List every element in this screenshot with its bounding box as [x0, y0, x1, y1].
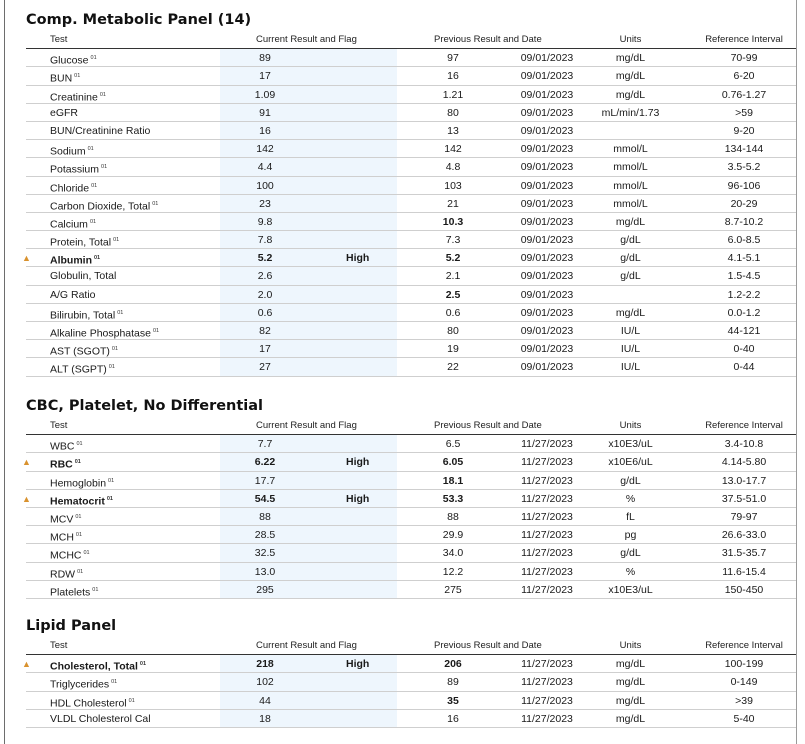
units: g/dL	[620, 234, 641, 247]
panel-2	[22, 615, 796, 728]
reference-interval: 96-106	[727, 179, 761, 192]
header-previous: Previous Result and Date	[434, 420, 542, 431]
reference-interval: 0-149	[730, 676, 758, 689]
previous-date: 11/27/2023	[521, 565, 573, 578]
current-result: 23	[259, 197, 271, 210]
lab-code-footnote: 01	[74, 459, 81, 466]
result-flag: High	[346, 658, 370, 671]
units: g/dL	[620, 252, 641, 265]
lab-code-footnote: 01	[90, 55, 97, 62]
previous-result: 80	[447, 106, 459, 119]
previous-date: 11/27/2023	[521, 456, 573, 469]
previous-result: 35	[447, 694, 459, 707]
test-name-text: Bilirubin, Total	[50, 309, 116, 322]
current-result: 13.0	[254, 565, 276, 578]
lab-code-footnote: 01	[87, 146, 94, 153]
table-header	[26, 31, 796, 49]
previous-date: 09/01/2023	[520, 343, 574, 356]
reference-interval: 0-44	[733, 361, 755, 374]
reference-interval: 9-20	[733, 124, 755, 137]
left-border	[4, 0, 5, 744]
header-current: Current Result and Flag	[256, 640, 357, 651]
units: pg	[624, 529, 637, 542]
units: mg/dL	[615, 52, 646, 65]
lab-code-footnote: 01	[75, 532, 83, 539]
table-row	[26, 177, 796, 195]
warning-triangle-icon: ▲	[22, 659, 31, 670]
units: mg/dL	[615, 88, 646, 101]
previous-result: 19	[447, 343, 459, 356]
header-units: Units	[619, 420, 642, 431]
reference-interval: 134-144	[724, 143, 764, 156]
test-name-text: Potassium	[50, 163, 100, 176]
reference-interval: 150-450	[724, 583, 764, 596]
test-name-text: Globulin, Total	[50, 270, 117, 283]
table-row	[26, 140, 796, 158]
units: x10E3/uL	[608, 583, 653, 596]
test-name-text: HDL Cholesterol	[50, 697, 127, 710]
units: g/dL	[620, 474, 641, 487]
previous-result: 21	[447, 197, 459, 210]
previous-date: 11/27/2023	[521, 510, 573, 523]
table-row	[26, 304, 796, 322]
reference-interval: 6-20	[733, 70, 755, 83]
previous-date: 09/01/2023	[520, 215, 574, 228]
test-name-text: A/G Ratio	[50, 288, 96, 301]
test-name-text: Albumin	[50, 254, 92, 267]
previous-date: 11/27/2023	[521, 547, 573, 560]
current-result: 5.2	[257, 252, 273, 265]
previous-date: 11/27/2023	[521, 529, 573, 542]
reference-interval: 31.5-35.7	[721, 547, 767, 560]
current-result: 7.8	[257, 234, 273, 247]
lab-code-footnote: 01	[75, 513, 82, 520]
lab-code-footnote: 01	[89, 218, 97, 225]
table-row	[22, 655, 796, 673]
test-name-text: ALT (SGPT)	[50, 363, 107, 376]
previous-result: 1.21	[442, 88, 464, 101]
test-name	[50, 710, 151, 728]
header-reference: Reference Interval	[705, 420, 783, 431]
previous-date: 09/01/2023	[520, 161, 574, 174]
previous-result: 16	[447, 70, 459, 83]
current-result: 89	[259, 52, 271, 65]
test-name	[50, 267, 116, 285]
current-result: 16	[259, 124, 271, 137]
previous-date: 09/01/2023	[520, 325, 574, 337]
test-name-text: Glucose	[50, 54, 89, 67]
table-row	[26, 508, 796, 526]
lab-code-footnote: 01	[94, 255, 101, 262]
previous-date: 11/27/2023	[521, 492, 573, 505]
test-name-text: BUN	[50, 72, 73, 85]
table-row	[26, 563, 796, 581]
lab-code-footnote: 01	[91, 182, 98, 189]
test-name	[50, 286, 96, 304]
units: mg/dL	[615, 676, 646, 689]
lab-code-footnote: 01	[153, 328, 160, 334]
lab-code-footnote: 01	[92, 586, 99, 593]
previous-result: 103	[444, 179, 462, 192]
header-test: Test	[50, 640, 68, 651]
previous-result: 80	[447, 325, 459, 337]
table-row	[26, 340, 796, 358]
result-flag: High	[346, 252, 370, 265]
current-result: 1.09	[254, 88, 276, 101]
previous-date: 11/27/2023	[521, 474, 573, 487]
table-row	[26, 526, 796, 544]
table-row	[26, 673, 796, 691]
current-result: 7.7	[257, 438, 273, 451]
reference-interval: 70-99	[730, 52, 758, 65]
table-header	[26, 417, 796, 435]
lab-code-footnote: 01	[111, 679, 118, 686]
previous-date: 09/01/2023	[520, 306, 574, 319]
header-previous: Previous Result and Date	[434, 640, 542, 651]
header-previous: Previous Result and Date	[434, 34, 542, 45]
test-name-text: Cholesterol, Total	[50, 660, 138, 673]
current-result: 27	[259, 361, 271, 374]
reference-interval: 100-199	[724, 658, 764, 671]
current-result: 100	[256, 179, 274, 192]
reference-interval: 8.7-10.2	[724, 215, 764, 228]
previous-date: 09/01/2023	[520, 234, 574, 247]
test-name-text: Hemoglobin	[50, 477, 107, 490]
test-name-text: Sodium	[50, 145, 86, 158]
units: fL	[626, 510, 635, 523]
test-name-text: Protein, Total	[50, 236, 112, 249]
test-name-text: AST (SGOT)	[50, 345, 110, 358]
lab-code-footnote: 01	[83, 550, 90, 557]
current-result: 17.7	[254, 474, 276, 487]
units: mL/min/1.73	[601, 106, 660, 119]
lab-code-footnote: 01	[108, 477, 115, 484]
units: IU/L	[620, 361, 641, 374]
table-row	[26, 692, 796, 710]
reference-interval: 4.1-5.1	[727, 252, 761, 265]
previous-result: 6.05	[442, 456, 464, 469]
previous-date: 09/01/2023	[520, 88, 574, 101]
table-row	[26, 122, 796, 140]
table-row	[22, 453, 796, 471]
reference-interval: 13.0-17.7	[721, 474, 767, 487]
previous-date: 09/01/2023	[520, 179, 574, 192]
previous-result: 7.3	[445, 234, 461, 247]
header-reference: Reference Interval	[705, 640, 783, 651]
previous-date: 11/27/2023	[521, 712, 573, 725]
table-row	[26, 86, 796, 104]
lab-code-footnote: 01	[74, 73, 81, 80]
previous-result: 5.2	[445, 252, 461, 265]
reference-interval: >59	[735, 106, 753, 119]
lab-code-footnote: 01	[113, 237, 120, 244]
previous-result: 88	[447, 510, 459, 523]
units: mg/dL	[615, 694, 646, 707]
previous-result: 6.5	[445, 438, 461, 451]
current-result: 44	[259, 694, 271, 707]
table-row	[22, 249, 796, 267]
units: mg/dL	[615, 215, 646, 228]
table-row	[26, 158, 796, 176]
current-result: 82	[259, 325, 271, 337]
previous-date: 09/01/2023	[520, 361, 574, 374]
units: %	[625, 565, 636, 578]
test-name	[50, 358, 115, 379]
units: x10E3/uL	[608, 438, 653, 451]
reference-interval: 37.5-51.0	[721, 492, 767, 505]
table-row	[22, 490, 796, 508]
previous-date: 09/01/2023	[520, 288, 574, 301]
table-row	[26, 231, 796, 249]
previous-result: 13	[447, 124, 459, 137]
units: mmol/L	[613, 161, 648, 174]
right-border	[796, 0, 797, 744]
reference-interval: 0-40	[733, 343, 755, 356]
reference-interval: 44-121	[727, 325, 761, 337]
table-row	[26, 710, 796, 728]
previous-result: 53.3	[442, 492, 464, 505]
test-name-text: Calcium	[50, 218, 88, 231]
warning-triangle-icon: ▲	[22, 253, 31, 264]
current-result: 28.5	[254, 529, 276, 542]
header-reference: Reference Interval	[705, 34, 783, 45]
previous-result: 22	[447, 361, 459, 374]
test-name-text: Hematocrit	[50, 495, 105, 508]
current-result: 218	[256, 658, 274, 671]
test-name-text: Creatinine	[50, 91, 98, 104]
test-name-text: RBC	[50, 458, 73, 471]
lab-code-footnote: 01	[108, 364, 115, 371]
test-name-text: RDW	[50, 568, 76, 580]
previous-result: 29.9	[442, 529, 464, 542]
table-row	[26, 322, 796, 340]
table-row	[26, 267, 796, 285]
previous-date: 11/27/2023	[521, 694, 573, 707]
test-name-text: WBC	[50, 440, 75, 453]
current-result: 4.4	[257, 161, 273, 174]
previous-result: 18.1	[442, 474, 464, 487]
reference-interval: 20-29	[730, 197, 758, 210]
lab-code-footnote: 01	[106, 495, 113, 502]
units: g/dL	[620, 547, 641, 560]
test-name-text: Platelets	[50, 586, 91, 599]
units: g/dL	[620, 270, 641, 283]
test-name-text: Triglycerides	[50, 678, 110, 691]
header-test: Test	[50, 420, 68, 431]
panel-1	[22, 395, 796, 599]
lab-code-footnote: 01	[117, 309, 124, 316]
reference-interval: 26.6-33.0	[721, 529, 767, 542]
previous-date: 09/01/2023	[520, 52, 574, 65]
current-result: 2.0	[257, 288, 273, 301]
test-name	[50, 122, 150, 140]
units: mmol/L	[613, 143, 648, 156]
test-name-text: MCHC	[50, 549, 82, 562]
results-table	[22, 637, 796, 728]
previous-result: 206	[444, 658, 462, 671]
test-name-text: BUN/Creatinine Ratio	[50, 124, 151, 137]
header-units: Units	[619, 640, 642, 651]
units: x10E6/uL	[608, 456, 653, 469]
previous-date: 09/01/2023	[520, 270, 574, 283]
header-current: Current Result and Flag	[256, 34, 357, 45]
test-name-text: Chloride	[50, 182, 90, 194]
previous-result: 0.6	[445, 306, 461, 319]
current-result: 295	[256, 583, 274, 596]
current-result: 6.22	[254, 456, 276, 469]
current-result: 102	[256, 676, 274, 689]
warning-triangle-icon: ▲	[22, 457, 31, 468]
reference-interval: 0.0-1.2	[727, 306, 761, 319]
units: mmol/L	[613, 179, 648, 192]
table-row	[26, 67, 796, 85]
previous-date: 11/27/2023	[521, 438, 573, 451]
current-result: 88	[259, 510, 271, 523]
result-flag: High	[346, 456, 370, 469]
previous-result: 10.3	[442, 215, 464, 228]
current-result: 0.6	[257, 306, 273, 319]
header-units: Units	[619, 34, 642, 45]
test-name-text: MCH	[50, 531, 74, 544]
test-name-text: MCV	[50, 513, 74, 526]
current-result: 17	[259, 70, 271, 83]
previous-date: 09/01/2023	[520, 143, 574, 156]
current-result: 142	[256, 143, 274, 156]
previous-result: 97	[447, 52, 459, 65]
lab-code-footnote: 01	[77, 568, 84, 575]
units: mg/dL	[615, 658, 646, 671]
units: IU/L	[620, 343, 641, 356]
previous-date: 09/01/2023	[520, 70, 574, 83]
previous-date: 09/01/2023	[520, 252, 574, 265]
reference-interval: 3.5-5.2	[727, 161, 761, 174]
reference-interval: 0.76-1.27	[721, 88, 767, 101]
lab-code-footnote: 01	[99, 91, 106, 98]
reference-interval: 1.5-4.5	[727, 270, 761, 283]
lab-code-footnote: 01	[152, 200, 159, 207]
current-result: 2.6	[257, 270, 273, 283]
header-current: Current Result and Flag	[256, 420, 357, 431]
previous-result: 12.2	[442, 565, 464, 578]
previous-result: 16	[447, 712, 459, 725]
reference-interval: >39	[735, 694, 753, 707]
test-name-text: eGFR	[50, 106, 79, 119]
reference-interval: 6.0-8.5	[727, 234, 761, 247]
previous-result: 2.1	[445, 270, 461, 283]
reference-interval: 11.6-15.4	[722, 565, 766, 578]
table-row	[26, 195, 796, 213]
table-row	[26, 213, 796, 231]
previous-date: 11/27/2023	[521, 658, 573, 671]
panel-title: CBC, Platelet, No Differential	[26, 398, 264, 414]
units: %	[625, 492, 636, 505]
previous-result: 142	[444, 143, 462, 156]
lab-code-footnote: 01	[111, 346, 119, 353]
panel-0	[22, 9, 796, 377]
results-table	[22, 417, 796, 599]
current-result: 91	[259, 106, 271, 119]
previous-date: 09/01/2023	[520, 197, 574, 210]
results-table	[22, 31, 796, 377]
table-row	[26, 286, 796, 304]
test-name	[50, 581, 98, 602]
lab-code-footnote: 01	[128, 697, 135, 704]
previous-date: 11/27/2023	[521, 676, 573, 689]
reference-interval: 3.4-10.8	[724, 438, 764, 451]
lab-code-footnote: 01	[101, 164, 108, 171]
table-row	[26, 544, 796, 562]
header-test: Test	[50, 34, 68, 45]
units: mmol/L	[613, 197, 648, 210]
previous-result: 4.8	[445, 161, 461, 174]
previous-result: 275	[444, 583, 462, 596]
panel-title: Comp. Metabolic Panel (14)	[26, 12, 252, 28]
table-row	[26, 104, 796, 122]
units: mg/dL	[615, 712, 646, 725]
lab-code-footnote: 01	[76, 441, 83, 448]
table-row	[26, 358, 796, 376]
reference-interval: 79-97	[730, 510, 758, 523]
test-name-text: VLDL Cholesterol Cal	[50, 712, 151, 725]
lab-code-footnote: 01	[139, 661, 147, 668]
table-row	[26, 472, 796, 490]
panel-title: Lipid Panel	[26, 618, 117, 634]
units: IU/L	[620, 325, 641, 337]
current-result: 17	[259, 343, 271, 356]
reference-interval: 4.14-5.80	[721, 456, 767, 469]
reference-interval: 5-40	[733, 712, 755, 725]
previous-result: 89	[447, 676, 459, 689]
result-flag: High	[346, 492, 370, 505]
previous-date: 11/27/2023	[521, 583, 573, 596]
table-row	[26, 49, 796, 67]
current-result: 54.5	[254, 492, 276, 505]
table-header	[26, 637, 796, 655]
previous-result: 34.0	[442, 547, 464, 560]
test-name	[50, 104, 78, 122]
previous-result: 2.5	[445, 288, 461, 301]
warning-triangle-icon: ▲	[22, 493, 31, 504]
test-name-text: Carbon Dioxide, Total	[50, 200, 151, 213]
test-name-text: Alkaline Phosphatase	[50, 327, 151, 340]
current-result: 32.5	[254, 547, 276, 560]
table-row	[26, 581, 796, 599]
current-result: 9.8	[257, 215, 273, 228]
units: mg/dL	[615, 70, 646, 83]
units: mg/dL	[615, 306, 646, 319]
reference-interval: 1.2-2.2	[727, 288, 761, 301]
previous-date: 09/01/2023	[520, 106, 574, 119]
current-result: 18	[259, 712, 271, 725]
previous-date: 09/01/2023	[520, 124, 574, 137]
table-row	[26, 435, 796, 453]
